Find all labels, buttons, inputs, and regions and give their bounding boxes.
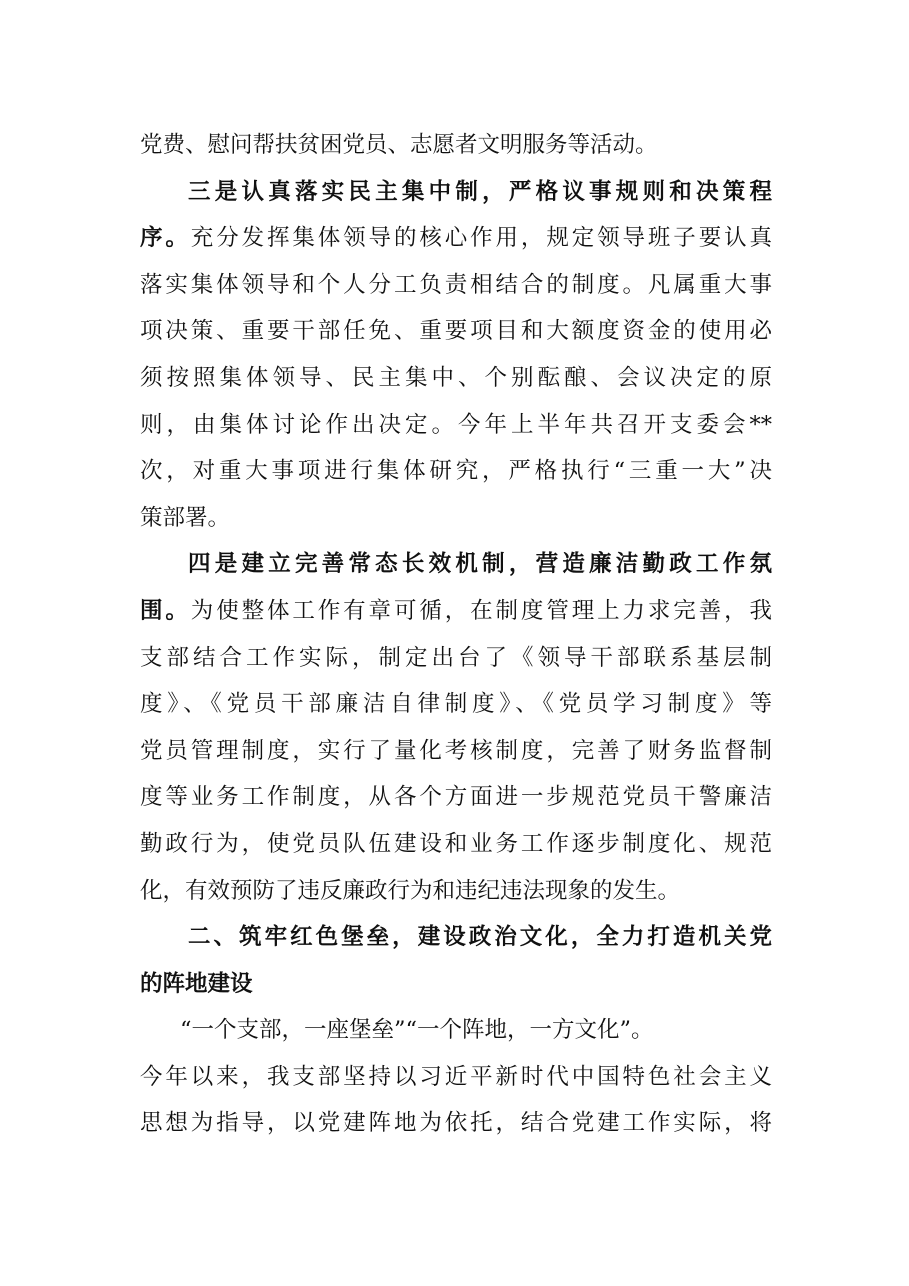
text-run: 度》、《党员干部廉洁自律制度》、《党员学习制度》等 bbox=[140, 691, 772, 718]
text-line bbox=[140, 821, 772, 868]
bold-text-run: 围。 bbox=[140, 597, 191, 624]
bold-text-run: 二、筑牢红色堡垒，建设政治文化，全力打造机关党 bbox=[188, 924, 772, 951]
text-line bbox=[140, 355, 772, 402]
bold-text-run: 三是认真落实民主集中制，严格议事规则和决策程 bbox=[188, 178, 772, 205]
text-run: 勤政行为，使党员队伍建设和业务工作逐步制度化、规范 bbox=[140, 830, 772, 857]
text-run: 次，对重大事项进行集体研究，严格执行“三重一大”决 bbox=[140, 458, 772, 485]
text-run: 则，由集体讨论作出决定。今年上半年共召开支委会** bbox=[140, 411, 772, 438]
text-line bbox=[140, 1007, 772, 1054]
text-line bbox=[140, 774, 772, 821]
text-line bbox=[140, 495, 772, 542]
text-line bbox=[140, 541, 772, 588]
text-line bbox=[140, 588, 772, 635]
text-line bbox=[140, 914, 772, 961]
text-line bbox=[140, 681, 772, 728]
text-run: 落实集体领导和个人分工负责相结合的制度。凡属重大事 bbox=[140, 271, 772, 298]
text-run: 为使整体工作有章可循，在制度管理上力求完善，我 bbox=[190, 597, 772, 624]
text-run: 思想为指导，以党建阵地为依托，结合党建工作实际，将 bbox=[140, 1110, 772, 1137]
text-line bbox=[140, 215, 772, 262]
text-line bbox=[140, 961, 772, 1008]
text-line bbox=[140, 308, 772, 355]
text-run: “一个支部，一座堡垒”“一个阵地，一方文化”。 bbox=[180, 1017, 654, 1044]
text-line bbox=[140, 169, 772, 216]
text-run: 党费、慰问帮扶贫困党员、志愿者文明服务等活动。 bbox=[140, 132, 658, 158]
text-line bbox=[140, 1100, 772, 1147]
text-run: 今年以来，我支部坚持以习近平新时代中国特色社会主义 bbox=[140, 1063, 772, 1090]
text-line bbox=[140, 635, 772, 682]
text-line bbox=[140, 448, 772, 495]
text-run: 化，有效预防了违反廉政行为和违纪违法现象的发生。 bbox=[140, 877, 681, 904]
text-line bbox=[140, 402, 772, 449]
text-line bbox=[140, 728, 772, 775]
text-line bbox=[140, 122, 772, 169]
text-run: 支部结合工作实际，制定出台了《领导干部联系基层制 bbox=[140, 644, 772, 671]
text-line bbox=[140, 868, 772, 915]
text-line bbox=[140, 1054, 772, 1101]
text-run: 党员管理制度，实行了量化考核制度，完善了财务监督制 bbox=[140, 737, 772, 764]
text-run: 度等业务工作制度，从各个方面进一步规范党员干警廉洁 bbox=[140, 784, 772, 811]
text-run: 策部署。 bbox=[140, 504, 231, 531]
text-run: 须按照集体领导、民主集中、个别酝酿、会议决定的原 bbox=[140, 364, 772, 391]
bold-text-run: 序。 bbox=[140, 225, 191, 252]
text-run: 充分发挥集体领导的核心作用，规定领导班子要认真 bbox=[190, 225, 772, 252]
bold-text-run: 四是建立完善常态长效机制，营造廉洁勤政工作氛 bbox=[188, 551, 772, 578]
text-run: 项决策、重要干部任免、重要项目和大额度资金的使用必 bbox=[140, 318, 772, 345]
document-body bbox=[140, 122, 772, 1147]
text-line bbox=[140, 262, 772, 309]
bold-text-run: 的阵地建设 bbox=[140, 970, 253, 997]
